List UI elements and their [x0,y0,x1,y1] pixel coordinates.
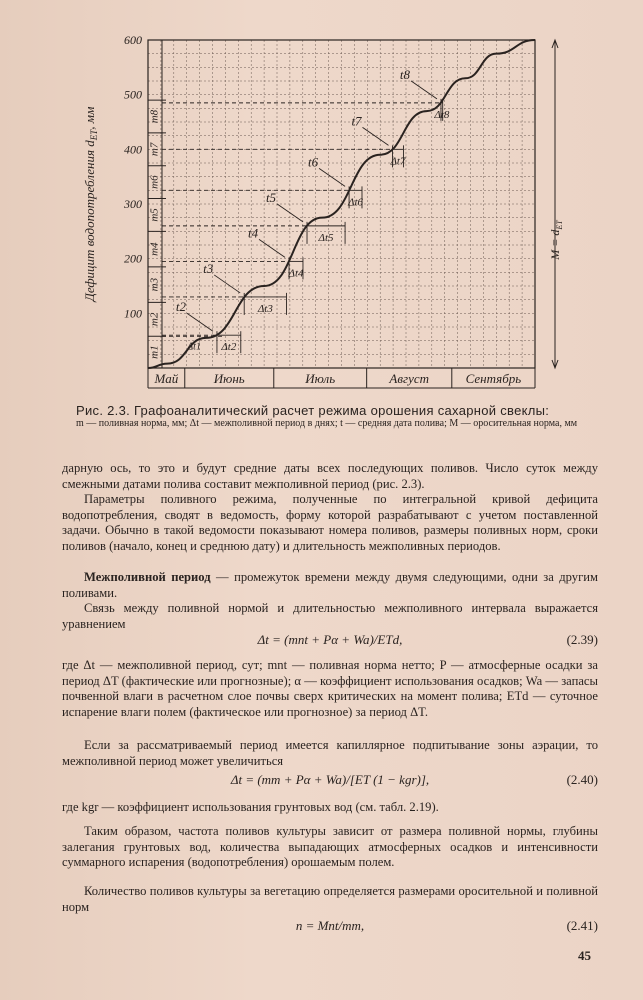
paragraph-8: Таким образом, частота поливов культуры зависит от размера поливной нормы, глубины залегания грунтовых вод, количества выпадающих атмосферных осадков и интенсивности суммарного испарения (водопотребления) орошаемым полем. [62,824,598,870]
y-tick-label: 300 [124,197,142,211]
equation-number: (2.40) [566,772,598,787]
y-axis-label: Дефицит водопотребления $d_{ET}$, мм [82,106,99,302]
interval-label: Δt5 [318,231,334,244]
paragraph-6: Если за рассматриваемый период имеется капиллярное подпитывание зоны аэрации, то межполивной период может увеличиться [62,738,598,768]
date-pointer [259,239,285,257]
date-label: t4 [247,225,259,241]
y-tick-label: 600 [124,33,142,47]
date-pointer [187,313,213,331]
date-label: t5 [265,189,277,205]
equation-formula: Δt = (mm + Pα + Wa)/[ET (1 − kgr)], [230,772,430,787]
equation-2-41 [62,918,598,934]
date-pointer [411,81,437,99]
paragraph-1: дарную ось, то это и будут средние даты всех последующих поливов. Число суток между смежными датами полива составит межполивной период (рис. 2.3). [62,461,598,491]
norm-label: m8 [148,109,161,124]
month-label: Май [154,371,179,386]
date-label: t8 [399,66,411,82]
irrigation-chart [60,30,635,410]
equation-2-40 [62,772,598,788]
paragraph-7: где kgr — коэффициент использования грунтовых вод (см. табл. 2.19). [62,800,439,814]
interval-label: Δt6 [348,196,364,209]
y-axis-label-sub: ET [89,129,99,141]
equation-formula: n = Mnt/mm, [295,918,365,933]
norm-label: m4 [148,242,161,256]
paragraph-4: Связь между поливной нормой и длительностью межполивного интервала выражается уравнением [62,601,598,631]
caption-legend: m — поливная норма, мм; Δt — межполивной период в днях; t — средняя дата полива; M — оросительная норма, мм [76,418,578,429]
y-tick-label: 400 [124,142,142,157]
date-pointer [277,204,303,222]
total-norm-label: $M = d_{ET}$ [548,220,564,260]
date-label: t7 [351,113,362,129]
interval-label: Δt2 [221,341,237,354]
interval-label: Δt1 [187,341,201,353]
interval-label: Δt3 [257,302,273,315]
date-pointer [214,275,240,293]
month-label: Август [389,371,430,386]
y-tick-label: 200 [124,251,142,266]
equation-number: (2.39) [566,632,598,647]
norm-label: m2 [148,312,161,327]
date-label: t2 [175,299,187,315]
month-label: Июль [305,371,336,386]
norm-label: m1 [148,345,161,359]
equation-formula: Δt = (mnt + Pα + Wa)/ETd, [257,632,403,647]
interval-label: Δt8 [434,108,450,121]
norm-label: m6 [148,175,161,189]
y-tick-label: 500 [124,87,142,102]
equation-2-39 [62,632,598,648]
paragraph-3: Межполивной период — промежуток времени между двумя следующими, одни за другим поливами. [62,570,598,600]
paragraph-9: Количество поливов культуры за вегетацию определяется размерами оросительной и поливной норм [62,884,598,914]
date-label: t6 [308,154,319,170]
figure-caption [76,404,596,430]
date-label: t3 [203,260,214,276]
interval-label: Δt7 [390,155,406,168]
caption-title: Рис. 2.3. Графоаналитический расчет режима орошения сахарной свеклы: [76,403,550,418]
date-pointer [319,168,345,186]
total-norm-label-sub: ET [555,220,564,230]
norm-label: m5 [148,208,161,222]
interval-label: Δt4 [288,267,304,280]
page-number: 45 [578,948,591,963]
term-interval: Межполивной период [84,570,211,584]
norm-label: m3 [148,277,161,292]
y-tick-label: 100 [124,306,142,321]
month-label: Сентябрь [465,371,522,386]
y-axis-label-unit: , мм [82,106,97,130]
paragraph-5: где Δt — межполивной период, сут; mnt — поливная норма нетто; P — атмосферные осадки за период ΔT (фактические или прогнозные); α — коэффициент использования осадков; Wa — запасы почвенной влаги в расчетном слое почвы сверх критических на момент полива; ETd — суточное испарение влаги полем (фактическое или прогнозное) за период ΔT. [62,658,598,719]
month-label: Июнь [213,371,245,386]
date-pointer [363,127,389,145]
equation-number: (2.41) [566,918,598,933]
norm-label: m7 [148,142,161,157]
paragraph-2: Параметры поливного режима, полученные по интегральной кривой дефицита водопотребления, сводят в ведомость, форму которой разрабатывают с учетом поставленной задачи. Обычно в такой ведомости показывают номера поливов, размеры поливных норм, сроки поливов (начало, конец и среднюю дату) и длительность межполивных периодов. [62,492,598,553]
